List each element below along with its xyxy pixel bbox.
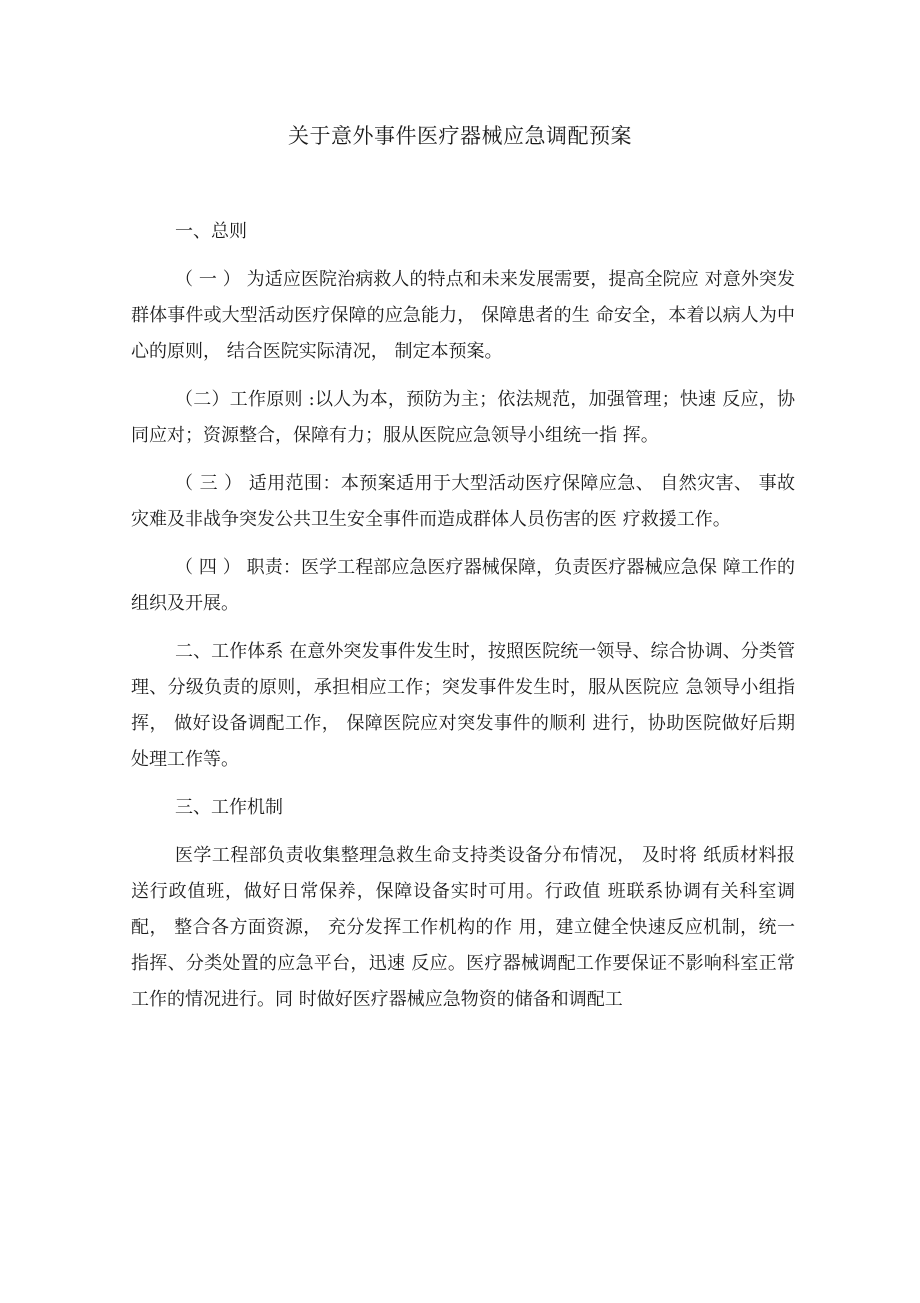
paragraph-duties: （ 四 ） 职责：医学工程部应急医疗器械保障，负责医疗器械应急保 障工作的组织及开展。 [131, 557, 795, 614]
section-heading-mechanism: 三、工作机制 [175, 797, 283, 818]
paragraph-principles: （二）工作原则 :以人为本，预防为主；依法规范，加强管理；快速 反应，协同应对；资源整合，保障有力；服从医院应急领导小组统一指 挥。 [131, 389, 795, 446]
paragraph-work-system: 二、工作体系 在意外突发事件发生时，按照医院统一领导、综合协调、分类管 理、分级负责的原则，承担相应工作；突发事件发生时，服从医院应 急领导小组指挥， 做好设备调配工作， 保障医院应对突发事件的顺利 进行，协助医院做好后期处理工作等。 [131, 641, 795, 770]
page-title: 关于意外事件医疗器械应急调配预案 [288, 124, 632, 148]
paragraph-mechanism: 医学工程部负责收集整理急救生命支持类设备分布情况， 及时将 纸质材料报送行政值班，做好日常保养，保障设备实时可用。行政值 班联系协调有关科室调配， 整合各方面资源， 充分发挥工作机构的作 用，建立健全快速反应机制，统一指挥、分类处置的应急平台，迅速 反应。医疗器械调配工作要保证不影响科室正常工作的情况进行。同 时做好医疗器械应急物资的储备和调配工 [131, 845, 795, 1010]
document-body [131, 214, 795, 1030]
paragraph-purpose: （ 一 ） 为适应医院治病救人的特点和未来发展需要，提高全院应 对意外突发群体事件或大型活动医疗保障的应急能力， 保障患者的生 命安全，本着以病人为中心的原则， 结合医院实际清况， 制定本预案。 [131, 269, 795, 362]
paragraph-scope: （ 三 ） 适用范围：本预案适用于大型活动医疗保障应急、 自然灾害、 事故灾难及非战争突发公共卫生安全事件而造成群体人员伤害的医 疗救援工作。 [131, 473, 795, 530]
section-heading-general: 一、总则 [175, 221, 247, 242]
